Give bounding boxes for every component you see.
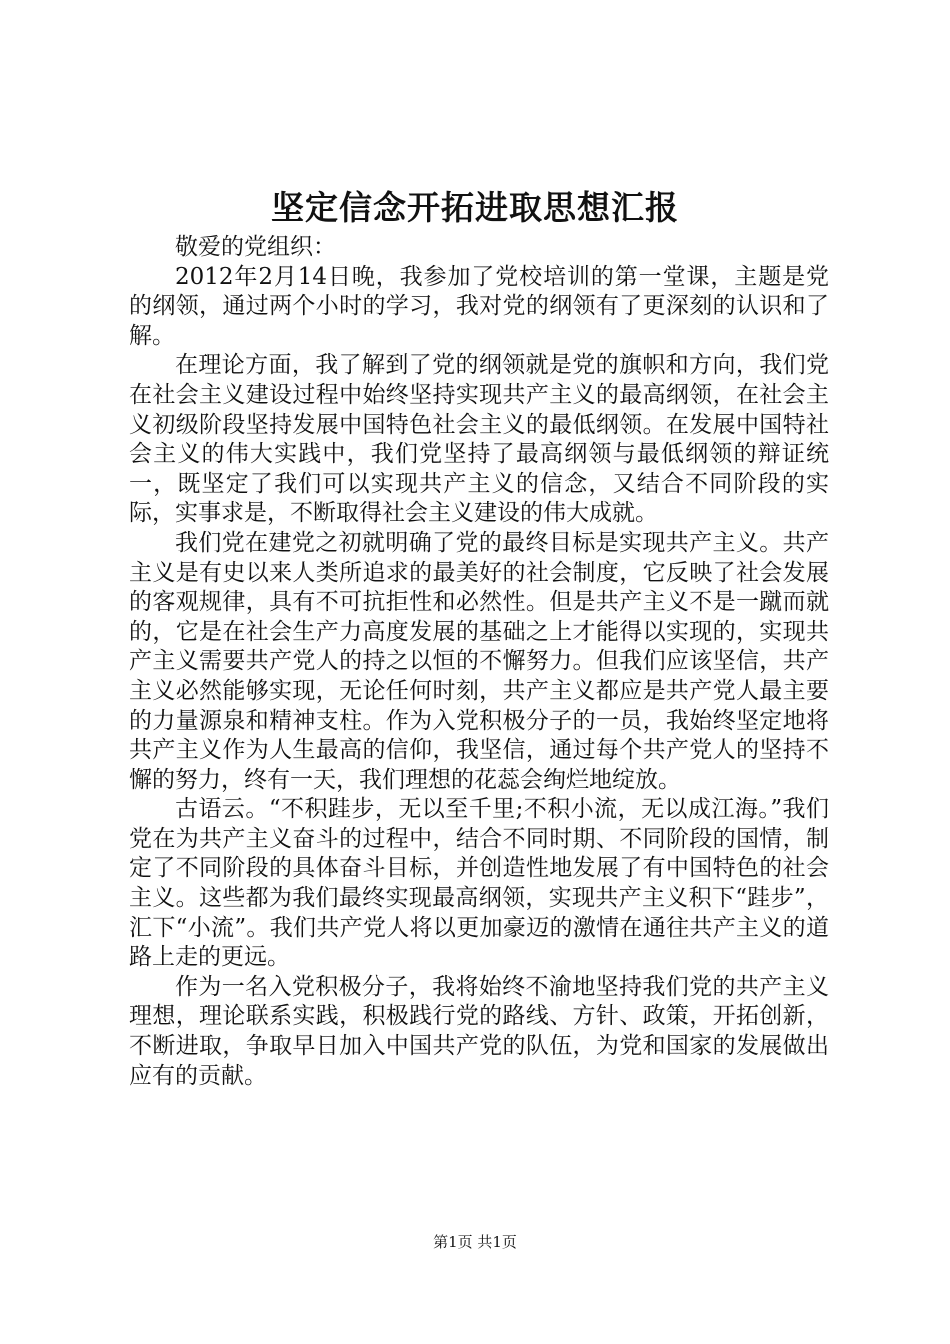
paragraph-1: 2012年2月14日晚，我参加了党校培训的第一堂课，主题是党的纲领，通过两个小时的学习，我对党的纲领有了更深刻的认识和了解。 — [129, 263, 829, 349]
paragraph-3: 我们党在建党之初就明确了党的最终目标是实现共产主义。共产主义是有史以来人类所追求的最美好的社会制度，它反映了社会发展的客观规律，具有不可抗拒性和必然性。但是共产主义不是一蹴而就的，它是在社会生产力高度发展的基础之上才能得以实现的，实现共产主义需要共产党人的持之以恒的不懈努力。但我们应该坚信，共产主义必然能够实现，无论任何时刻，共产主义都应是共产党人最主要的力量源泉和精神支柱。作为入党积极分子的一员，我始终坚定地将共产主义作为人生最高的信仰，我坚信，通过每个共产党人的坚持不懈的努力，终有一天，我们理想的花蕊会绚烂地绽放。 — [129, 529, 829, 793]
document-title: 坚定信念开拓进取思想汇报 — [271, 188, 679, 227]
paragraph-2: 在理论方面，我了解到了党的纲领就是党的旗帜和方向，我们党在社会主义建设过程中始终坚持实现共产主义的最高纲领，在社会主义初级阶段坚持发展中国特色社会主义的最低纲领。在发展中国特社会主义的伟大实践中，我们党坚持了最高纲领与最低纲领的辩证统一，既坚定了我们可以实现共产主义的信念，又结合不同阶段的实际，实事求是，不断取得社会主义建设的伟大成就。 — [129, 352, 829, 527]
salutation: 敬爱的党组织： — [175, 234, 336, 260]
paragraph-5: 作为一名入党积极分子，我将始终不渝地坚持我们党的共产主义理想，理论联系实践，积极践行党的路线、方针、政策，开拓创新，不断进取，争取早日加入中国共产党的队伍，为党和国家的发展做出应有的贡献。 — [129, 973, 829, 1089]
paragraph-4: 古语云。“不积跬步，无以至千里;不积小流，无以成江海。”我们党在为共产主义奋斗的过程中，结合不同时期、不同阶段的国情，制定了不同阶段的具体奋斗目标，并创造性地发展了有中国特色的社会主义。这些都为我们最终实现最高纲领，实现共产主义积下“跬步”，汇下“小流”。我们共产党人将以更加豪迈的激情在通往共产主义的道路上走的更远。 — [129, 796, 829, 971]
document-body — [129, 233, 829, 1091]
page-footer: 第1页 共1页 — [433, 1233, 517, 1251]
